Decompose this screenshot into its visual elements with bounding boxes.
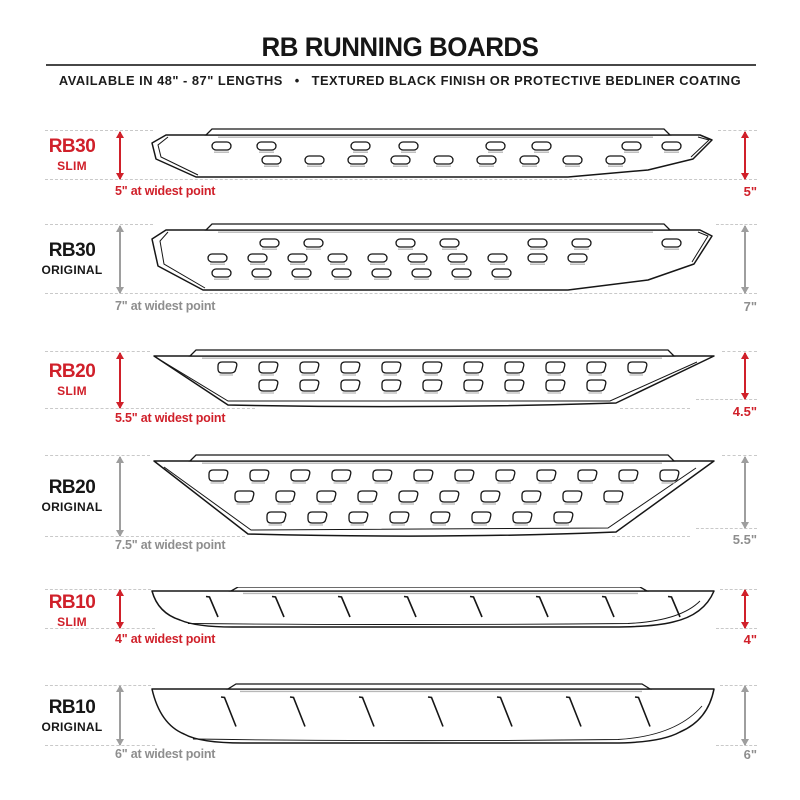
subtitle xyxy=(4,73,796,88)
dashed-line-top xyxy=(720,685,757,686)
variant-name: ORIGINAL xyxy=(41,720,103,734)
variant-name: SLIM xyxy=(57,615,87,629)
dimension-arrow-right xyxy=(744,457,746,528)
dashed-line-top xyxy=(722,455,757,456)
right-dimension: 4.5" xyxy=(732,404,757,419)
product-label xyxy=(10,478,134,513)
dashed-line-bottom xyxy=(45,745,155,746)
dashed-line-top xyxy=(718,130,757,131)
dimension-arrow-left xyxy=(119,226,121,293)
model-name: RB20 xyxy=(48,361,96,382)
dashed-line-bottom xyxy=(716,745,757,746)
dashed-line-top xyxy=(45,685,151,686)
product-label xyxy=(10,362,134,397)
model-name: RB30 xyxy=(48,136,96,157)
product-label xyxy=(10,698,134,733)
bullet-separator: • xyxy=(294,73,300,88)
right-dimension: 7" xyxy=(743,299,757,314)
product-label xyxy=(10,137,134,172)
title-underline xyxy=(46,64,756,66)
width-note: 7" at widest point xyxy=(115,299,216,313)
dimension-arrow-right xyxy=(744,226,746,293)
subtitle-finish: TEXTURED BLACK FINISH OR PROTECTIVE BEDLINER COATING xyxy=(311,73,742,88)
variant-name: SLIM xyxy=(57,159,87,173)
dashed-line-top xyxy=(45,130,153,131)
dashed-line-top xyxy=(45,224,153,225)
board-drawing-rb10-original xyxy=(148,682,722,746)
dashed-line-top xyxy=(722,351,757,352)
board-drawing-rb20-slim xyxy=(148,349,722,411)
board-drawing-rb30-original xyxy=(148,222,722,296)
dashed-line-top xyxy=(716,224,757,225)
variant-name: ORIGINAL xyxy=(41,500,103,514)
dimension-arrow-left xyxy=(119,457,121,536)
dashed-line-bottom xyxy=(716,628,757,629)
dimension-arrow-right xyxy=(744,353,746,399)
dashed-line-top xyxy=(45,455,150,456)
model-name: RB10 xyxy=(48,697,96,718)
variant-name: SLIM xyxy=(57,384,87,398)
right-dimension: 4" xyxy=(743,632,757,647)
width-note: 7.5" at widest point xyxy=(115,538,226,552)
dimension-arrow-left xyxy=(119,353,121,408)
dashed-line-top xyxy=(45,589,151,590)
dimension-arrow-right xyxy=(744,686,746,745)
dimension-arrow-right xyxy=(744,590,746,628)
dimension-arrow-right xyxy=(744,132,746,179)
dimension-arrow-left xyxy=(119,590,121,628)
variant-name: ORIGINAL xyxy=(41,263,103,277)
width-note: 5" at widest point xyxy=(115,184,216,198)
right-dimension: 5" xyxy=(743,184,757,199)
right-dimension: 5.5" xyxy=(732,532,757,547)
width-note: 4" at widest point xyxy=(115,632,216,646)
model-name: RB20 xyxy=(48,477,96,498)
width-note: 5.5" at widest point xyxy=(115,411,226,425)
width-note: 6" at widest point xyxy=(115,747,216,761)
dashed-line-top xyxy=(45,351,150,352)
dimension-arrow-left xyxy=(119,132,121,179)
right-dimension: 6" xyxy=(743,747,757,762)
dashed-line-top xyxy=(720,589,757,590)
model-name: RB30 xyxy=(48,240,96,261)
product-label xyxy=(10,241,134,276)
board-drawing-rb10-slim xyxy=(148,587,722,629)
board-drawing-rb20-original xyxy=(148,453,722,541)
page-title: RB RUNNING BOARDS xyxy=(261,32,539,62)
model-name: RB10 xyxy=(48,592,96,613)
subtitle-lengths: AVAILABLE IN 48" - 87" LENGTHS xyxy=(58,73,283,88)
dimension-arrow-left xyxy=(119,686,121,745)
board-drawing-rb30-slim xyxy=(148,128,722,182)
